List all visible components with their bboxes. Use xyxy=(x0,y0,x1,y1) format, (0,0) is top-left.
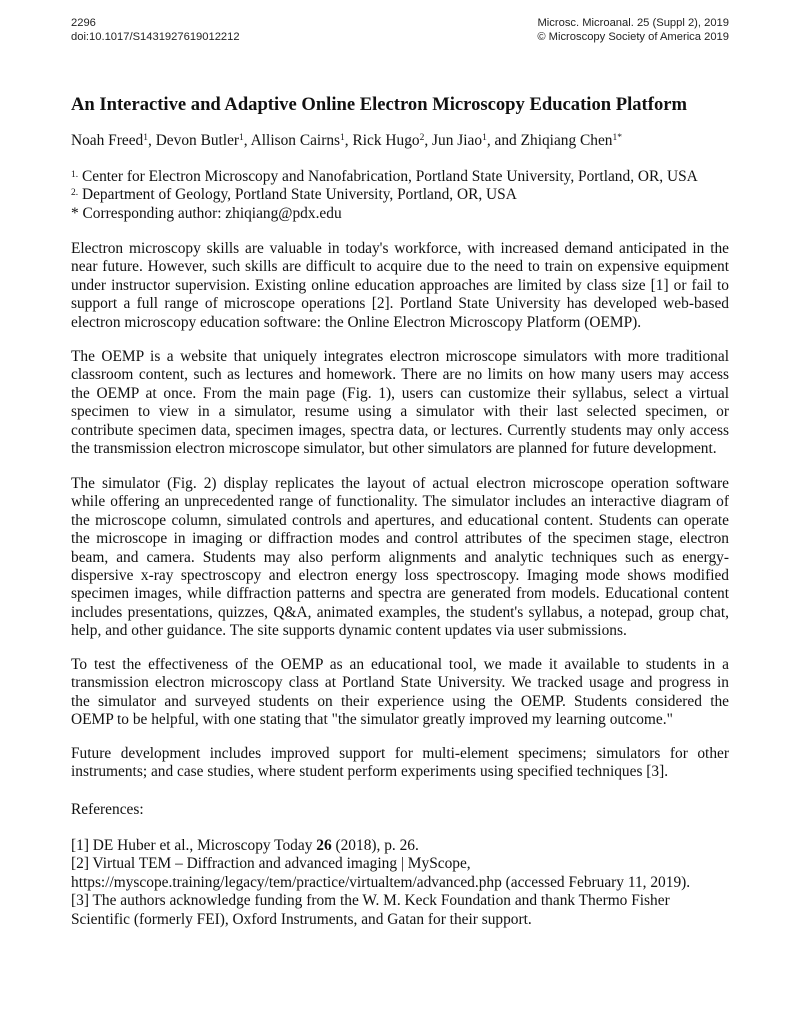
paragraph-line: The OEMP is a website that uniquely integrates electron microscope simulators with more traditional xyxy=(71,348,729,365)
paragraph-line: beam, and camera. Students may also perform alignments and analytic techniques such as energy- xyxy=(71,548,729,566)
author: Allison Cairns$^1$, xyxy=(250,132,353,149)
running-header-right xyxy=(537,16,729,44)
author: Noah Freed$^1$, xyxy=(71,132,156,149)
reference-2: [2] Virtual TEM – Diffraction and advanced imaging | MyScope, xyxy=(71,855,471,873)
paragraph-line: help, and other guidance. The site supports dynamic content updates via user submissions. xyxy=(71,622,627,640)
reference-3: [3] The authors acknowledge funding from the W. M. Keck Foundation and thank Thermo Fisher xyxy=(71,892,670,910)
paragraph-evaluation xyxy=(71,656,729,730)
reference-3-continued: Scientific (formerly FEI), Oxford Instruments, and Gatan for their support. xyxy=(71,910,532,928)
paragraph-line: The simulator (Fig. 2) display replicates the layout of actual electron microscope operation software xyxy=(71,475,729,492)
reference-2-url[interactable]: https://myscope.training/legacy/tem/practice/virtualtem/advanced.php (accessed February 11, 2019). xyxy=(71,873,691,891)
paragraph-line: classroom content, such as lectures and homework. There are no limits on how many users may access xyxy=(71,366,729,384)
paper-title: An Interactive and Adaptive Online Electron Microscopy Education Platform xyxy=(71,94,687,115)
references-heading: References: xyxy=(71,801,144,818)
paragraph-line: instruments; and case studies, where student perform experiments using specified techniques [3]. xyxy=(71,763,669,781)
paragraph-line: under instructor supervision. Existing online education approaches are limited by class size [1] or fail to xyxy=(71,276,729,294)
running-header-left xyxy=(71,16,240,44)
paragraph-line: OEMP to be helpful, with one stating that "the simulator greatly improved my learning outcome." xyxy=(71,711,673,729)
affiliations xyxy=(71,168,698,223)
paragraph-line: Electron microscopy skills are valuable in today's workforce, with increased demand anticipated in the xyxy=(71,240,729,257)
author: Jun Jiao$^1$, and xyxy=(432,132,521,149)
references-list xyxy=(71,837,731,929)
paragraph-line: specimen to view in a simulator, resume using a simulator with their last selected specimen, or xyxy=(71,403,729,421)
paragraph-line: includes presentations, quizzes, Q&A, animated examples, the student's syllabus, a notepad, group chat, xyxy=(71,603,729,621)
affiliation-1: $^{1.}$ Center for Electron Microscopy and Nanofabrication, Portland State University, Portland, OR, USA xyxy=(71,168,698,185)
author: Rick Hugo$^2$, xyxy=(352,132,433,149)
author: Zhiqiang Chen$^{1*}$ xyxy=(520,132,622,149)
paragraph-line: near future. However, such skills are difficult to acquire due to the need to train on expensive equipment xyxy=(71,258,729,276)
doi: doi:10.1017/S1431927619012212 xyxy=(71,31,240,43)
paragraph-line: the transmission electron microscope simulator, but other simulators are planned for future development. xyxy=(71,439,717,457)
paragraph-oemp-overview xyxy=(71,348,729,458)
paragraph-line: the microscope column, simulated controls and apertures, and educational content. Students can operate xyxy=(71,511,729,529)
reference-1: [1] DE Huber et al., Microscopy Today 26 (2018), p. 26. xyxy=(71,837,419,854)
paragraph-line: dispersive x-ray spectroscopy and electron energy loss spectroscopy. Imaging mode shows modified xyxy=(71,566,729,584)
paragraph-line: the OEMP at once. From the main page (Fig. 1), users can customize their syllabus, select a virtual xyxy=(71,384,729,402)
paragraph-intro xyxy=(71,240,729,332)
paragraph-future-work xyxy=(71,745,729,782)
paragraph-line: the microscope in imaging or diffraction modes and control attributes of the specimen stage, electron xyxy=(71,530,729,548)
journal-citation: Microsc. Microanal. 25 (Suppl 2), 2019 xyxy=(537,17,729,29)
author-list xyxy=(71,131,622,150)
paragraph-line: specimen images, while diffraction patterns and spectra are generated from models. Educational content xyxy=(71,585,729,603)
paragraph-line: the simulator and surveyed students on their experience using the OEMP. Students considered the xyxy=(71,692,729,710)
paragraph-line: electron microscopy education software: the Online Electron Microscopy Platform (OEMP). xyxy=(71,313,642,331)
paragraph-line: while offering an unprecedented range of functionality. The simulator includes an interactive diagram of xyxy=(71,493,729,511)
paragraph-simulator xyxy=(71,475,729,641)
corresponding-author: * Corresponding author: zhiqiang@pdx.edu xyxy=(71,204,342,222)
paragraph-line: To test the effectiveness of the OEMP as an educational tool, we made it available to students in a xyxy=(71,656,729,673)
paragraph-line: support a full range of microscope operations [2]. Portland State University has developed web-based xyxy=(71,295,729,313)
page-number: 2296 xyxy=(71,17,96,29)
paragraph-line: contribute specimen data, specimen images, spectra data, or lectures. Currently students may only access xyxy=(71,421,729,439)
affiliation-2: $^{2.}$ Department of Geology, Portland State University, Portland, OR, USA xyxy=(71,186,517,204)
paragraph-line: transmission electron microscopy class at Portland State University. We tracked usage and progress in xyxy=(71,674,729,692)
paragraph-line: Future development includes improved support for multi-element specimens; simulators for other xyxy=(71,745,729,762)
copyright-notice: © Microscopy Society of America 2019 xyxy=(537,31,729,43)
author: Devon Butler$^1$, xyxy=(155,132,251,149)
